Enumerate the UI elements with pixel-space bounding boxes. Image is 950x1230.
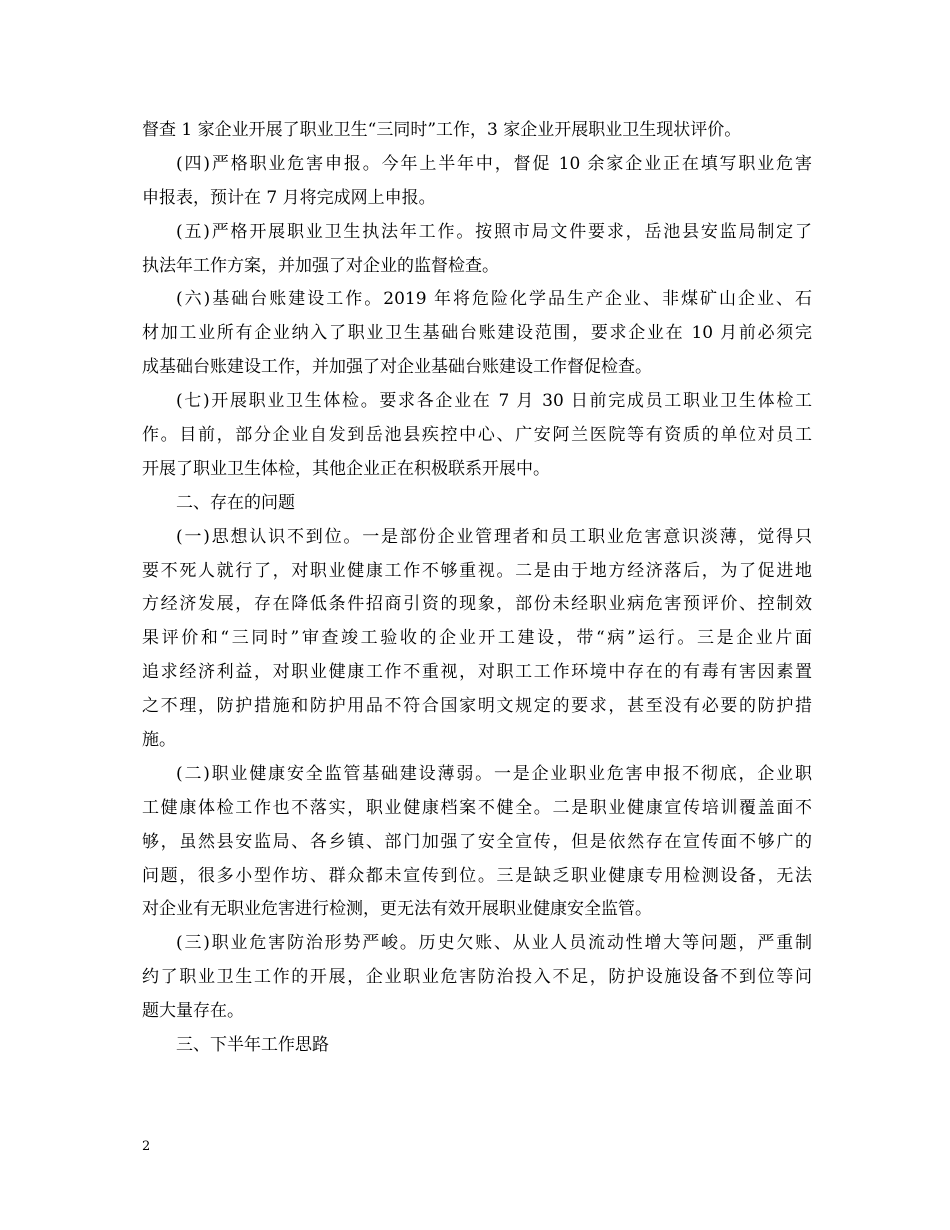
text-line: 成基础台账建设工作，并加强了对企业基础台账建设工作督促检查。 [142, 357, 652, 378]
text-line: 开展了职业卫生体检，其他企业正在积极联系开展中。 [142, 458, 550, 479]
text-line: 作。目前，部分企业自发到岳池县疾控中心、广安阿兰医院等有资质的单位对员工 [142, 425, 812, 446]
text-line: (六)基础台账建设工作。2019 年将危险化学品生产企业、非煤矿山企业、石 [176, 289, 812, 310]
text-line: (二)职业健康安全监管基础建设薄弱。一是企业职业危害申报不彻底，企业职 [176, 763, 812, 784]
text-line: 题大量存在。 [142, 1001, 244, 1022]
text-line: (一)思想认识不到位。一是部份企业管理者和员工职业危害意识淡薄，觉得只 [176, 526, 812, 547]
document-body [142, 114, 812, 1063]
text-line: 约了职业卫生工作的开展，企业职业危害防治投入不足，防护设施设备不到位等问 [142, 967, 812, 988]
text-line: 问题，很多小型作坊、群众都未宣传到位。三是缺乏职业健康专用检测设备，无法 [142, 865, 812, 886]
text-line: 要不死人就行了，对职业健康工作不够重视。二是由于地方经济落后，为了促进地 [142, 560, 812, 581]
text-line: 够，虽然县安监局、各乡镇、部门加强了安全宣传，但是依然存在宣传面不够广的 [142, 831, 812, 852]
text-line: 施。 [142, 730, 176, 751]
text-line: (五)严格开展职业卫生执法年工作。按照市局文件要求，岳池县安监局制定了 [176, 221, 812, 242]
section-heading: 三、下半年工作思路 [176, 1035, 329, 1056]
text-line: 工健康体检工作也不落实，职业健康档案不健全。二是职业健康宣传培训覆盖面不 [142, 797, 812, 818]
text-line: (七)开展职业卫生体检。要求各企业在 7 月 30 日前完成员工职业卫生体检工 [176, 391, 812, 412]
text-line: 执法年工作方案，并加强了对企业的监督检查。 [142, 255, 499, 276]
text-line: 追求经济利益，对职业健康工作不重视，对职工工作环境中存在的有毒有害因素置 [142, 662, 812, 683]
section-heading: 二、存在的问题 [176, 492, 295, 513]
text-line: (四)严格职业危害申报。今年上半年中，督促 10 余家企业正在填写职业危害 [176, 153, 812, 174]
text-line: 督查 1 家企业开展了职业卫生“三同时”工作，3 家企业开展职业卫生现状评价。 [142, 120, 742, 140]
text-line: 对企业有无职业危害进行检测，更无法有效开展职业健康安全监管。 [142, 899, 652, 920]
text-line: (三)职业危害防治形势严峻。历史欠账、从业人员流动性增大等问题，严重制 [176, 933, 812, 954]
text-line: 方经济发展，存在降低条件招商引资的现象，部份未经职业病危害预评价、控制效 [142, 594, 812, 615]
text-line: 材加工业所有企业纳入了职业卫生基础台账建设范围，要求企业在 10 月前必须完 [142, 323, 812, 344]
page-number: 2 [142, 1139, 151, 1154]
text-line: 果评价和“三同时”审查竣工验收的企业开工建设，带“病”运行。三是企业片面 [142, 628, 812, 649]
text-line: 申报表，预计在 7 月将完成网上申报。 [142, 187, 436, 208]
text-line: 之不理，防护措施和防护用品不符合国家明文规定的要求，甚至没有必要的防护措 [142, 696, 812, 717]
